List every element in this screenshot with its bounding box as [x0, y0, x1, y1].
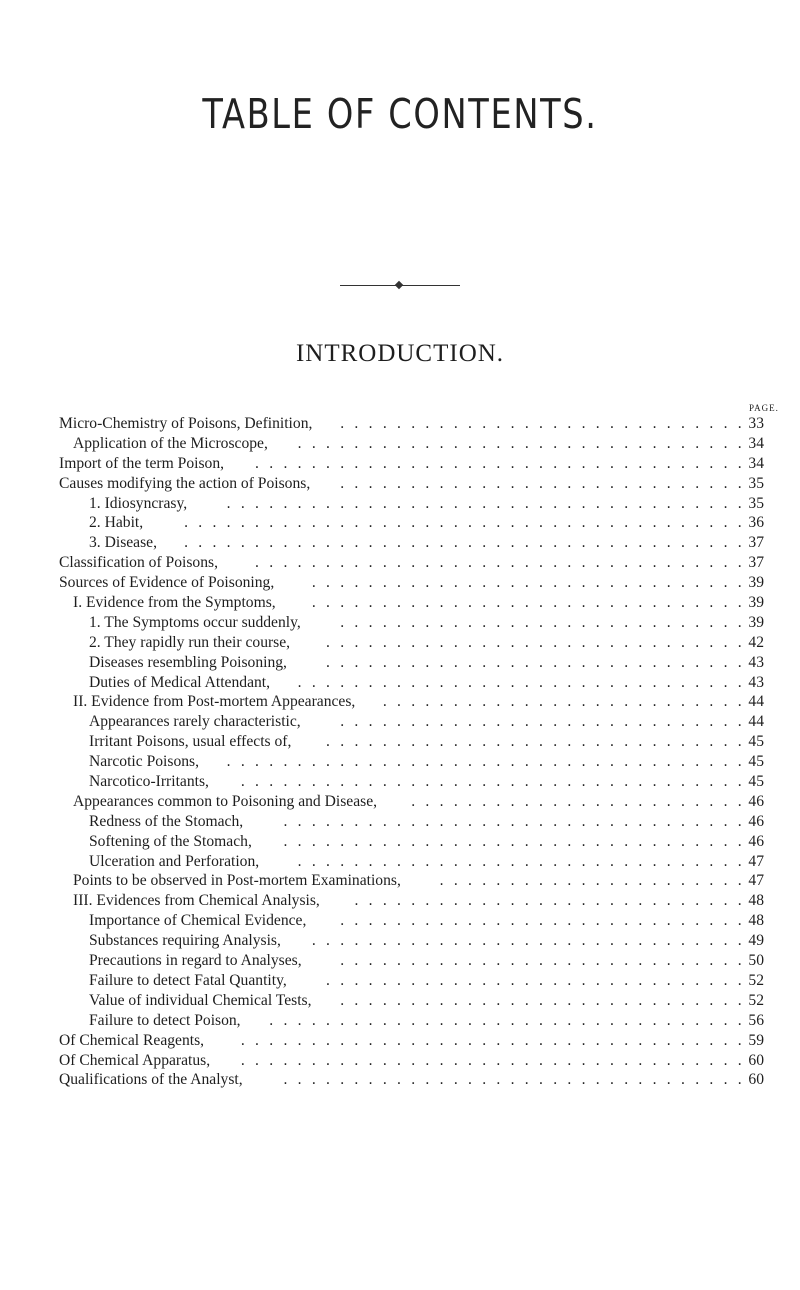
leader-dots: .................................... [240, 773, 752, 791]
leader-dots: ................................... [255, 454, 752, 472]
toc-entry [0, 812, 800, 832]
leader-dots: ............................. [340, 912, 752, 930]
toc-entry-title: 2. They rapidly run their course, [89, 633, 291, 651]
leader-dots: ...................... [439, 872, 752, 890]
toc-entry-title: 3. Disease, [89, 534, 157, 552]
toc-entry [0, 1070, 800, 1090]
toc-entry-title: Micro-Chemistry of Poisons, Definition, [59, 415, 313, 432]
toc-entry-page: 39 [748, 574, 764, 592]
toc-entry [0, 653, 800, 673]
toc-entry-page: 43 [748, 673, 764, 691]
toc-entry-page: 52 [748, 971, 764, 989]
toc-entry [0, 971, 800, 991]
toc-entry-page: 46 [748, 832, 764, 850]
toc-entry [0, 593, 800, 613]
toc-entry-page: 46 [748, 792, 764, 810]
toc-entry [0, 673, 800, 693]
toc-entry [0, 1011, 800, 1031]
toc-entry-title: 1. The Symptoms occur suddenly, [89, 613, 301, 631]
toc-entry-title: Irritant Poisons, usual effects of, [89, 733, 292, 751]
leader-dots: .............................. [326, 653, 752, 671]
toc-entry-page: 60 [748, 1071, 764, 1089]
leader-dots: ............................... [311, 594, 752, 612]
leader-dots: ................................ [297, 852, 752, 870]
leader-dots: ............................. [340, 415, 752, 432]
toc-entry [0, 1051, 800, 1071]
toc-entry-page: 48 [748, 912, 764, 930]
toc-entry [0, 414, 800, 434]
toc-entry-page: 45 [748, 773, 764, 791]
leader-dots: ........................................ [184, 534, 752, 552]
toc-entry-title: Failure to detect Fatal Quantity, [89, 971, 287, 989]
leader-dots: ........................................ [184, 514, 752, 532]
toc-entry [0, 692, 800, 712]
toc-entry [0, 951, 800, 971]
leader-dots: ................................ [297, 673, 752, 691]
toc-entry [0, 1031, 800, 1051]
toc-entry-page: 47 [748, 852, 764, 870]
leader-dots: .............................. [326, 633, 752, 651]
toc-entry-page: 49 [748, 932, 764, 950]
toc-entry-page: 35 [748, 474, 764, 492]
section-heading: INTRODUCTION. [295, 340, 505, 367]
toc-entry-page: 56 [748, 1011, 764, 1029]
toc-entry-title: Ulceration and Perforation, [89, 852, 260, 870]
leader-dots: ............................. [340, 713, 752, 731]
toc-entry-title: Precautions in regard to Analyses, [89, 952, 302, 970]
leader-dots: ............................... [311, 932, 752, 950]
toc-entry-title: Value of individual Chemical Tests, [89, 991, 312, 1009]
toc-entry-page: 60 [748, 1051, 764, 1069]
toc-entry-title: Of Chemical Apparatus, [59, 1051, 211, 1069]
page-title: TABLE OF CONTENTS. [202, 90, 598, 138]
toc-entry [0, 513, 800, 533]
toc-entry [0, 573, 800, 593]
toc-entry [0, 474, 800, 494]
toc-entry [0, 533, 800, 553]
toc-entry-page: 36 [748, 514, 764, 532]
toc-entry-title: Substances requiring Analysis, [89, 932, 281, 950]
toc-entry-page: 52 [748, 991, 764, 1009]
toc-entry-title: Redness of the Stomach, [89, 812, 244, 830]
toc-entry-title: Application of the Microscope, [73, 434, 268, 452]
toc-entry [0, 871, 800, 891]
toc-entry-page: 47 [748, 872, 764, 890]
toc-entry-title: Sources of Evidence of Poisoning, [59, 574, 275, 592]
toc-entry-page: 59 [748, 1031, 764, 1049]
leader-dots: ............................. [340, 991, 752, 1009]
toc-entry [0, 454, 800, 474]
toc-entry-page: 45 [748, 753, 764, 771]
toc-entry [0, 991, 800, 1011]
toc-entry [0, 732, 800, 752]
toc-entry-page: 34 [748, 454, 764, 472]
toc-entry-title: Duties of Medical Attendant, [89, 673, 271, 691]
toc-entry [0, 752, 800, 772]
leader-dots: .......................... [382, 693, 752, 711]
toc-list [0, 414, 800, 1090]
toc-entry-title: Import of the term Poison, [59, 454, 225, 472]
toc-entry-title: Diseases resembling Poisoning, [89, 653, 287, 671]
toc-entry [0, 633, 800, 653]
toc-entry-page: 42 [748, 633, 764, 651]
toc-entry [0, 792, 800, 812]
leader-dots: .................................... [240, 1051, 752, 1069]
leader-dots: .................................. [269, 1011, 752, 1029]
toc-entry-title: 2. Habit, [89, 514, 144, 532]
page-column-heading: PAGE. [749, 403, 779, 413]
toc-entry-title: Narcotico-Irritants, [89, 773, 209, 791]
toc-entry-title: I. Evidence from the Symptoms, [73, 594, 276, 612]
toc-entry-title: Points to be observed in Post-mortem Examinations, [73, 872, 401, 890]
toc-entry-page: 44 [748, 693, 764, 711]
leader-dots: ................................. [283, 832, 752, 850]
toc-entry-page: 39 [748, 613, 764, 631]
diamond-icon [395, 281, 403, 289]
toc-entry [0, 613, 800, 633]
toc-entry-title: Qualifications of the Analyst, [59, 1071, 243, 1089]
leader-dots: ............................. [340, 613, 752, 631]
leader-dots: .................................... [240, 1031, 752, 1049]
toc-entry-title: Importance of Chemical Evidence, [89, 912, 307, 930]
toc-entry-title: III. Evidences from Chemical Analysis, [73, 892, 320, 910]
toc-entry-page: 44 [748, 713, 764, 731]
toc-entry [0, 911, 800, 931]
ornamental-rule [340, 285, 460, 286]
leader-dots: ................................ [297, 434, 752, 452]
leader-dots: ........................ [411, 792, 752, 810]
toc-entry [0, 891, 800, 911]
leader-dots: ............................. [340, 474, 752, 492]
toc-entry-title: Narcotic Poisons, [89, 753, 200, 771]
toc-entry [0, 931, 800, 951]
leader-dots: ..................................... [226, 753, 752, 771]
leader-dots: ..................................... [226, 494, 752, 512]
toc-entry-title: Classification of Poisons, [59, 554, 218, 572]
toc-entry [0, 553, 800, 573]
toc-entry-page: 37 [748, 554, 764, 572]
toc-entry-title: II. Evidence from Post-mortem Appearances, [73, 693, 356, 711]
toc-entry-title: 1. Idiosyncrasy, [89, 494, 188, 512]
toc-entry [0, 434, 800, 454]
toc-entry-page: 46 [748, 812, 764, 830]
toc-entry-title: Softening of the Stomach, [89, 832, 252, 850]
leader-dots: ............................... [311, 574, 752, 592]
toc-entry-title: Appearances rarely characteristic, [89, 713, 301, 731]
toc-entry-page: 39 [748, 594, 764, 612]
toc-entry-page: 35 [748, 494, 764, 512]
leader-dots: ................................... [255, 554, 752, 572]
toc-entry-title: Causes modifying the action of Poisons, [59, 474, 311, 492]
toc-entry [0, 772, 800, 792]
leader-dots: ................................. [283, 1071, 752, 1089]
leader-dots: ............................. [340, 952, 752, 970]
leader-dots: ................................. [283, 812, 752, 830]
leader-dots: ............................ [354, 892, 752, 910]
toc-entry [0, 712, 800, 732]
toc-entry [0, 852, 800, 872]
toc-entry-page: 37 [748, 534, 764, 552]
toc-entry-page: 43 [748, 653, 764, 671]
leader-dots: .............................. [326, 733, 752, 751]
toc-entry [0, 494, 800, 514]
toc-entry [0, 832, 800, 852]
toc-entry-title: Failure to detect Poison, [89, 1011, 241, 1029]
toc-entry-page: 50 [748, 952, 764, 970]
leader-dots: .............................. [326, 971, 752, 989]
toc-entry-page: 34 [748, 434, 764, 452]
toc-entry-page: 33 [748, 415, 764, 432]
toc-entry-title: Of Chemical Reagents, [59, 1031, 205, 1049]
toc-entry-title: Appearances common to Poisoning and Disease, [73, 792, 378, 810]
toc-entry-page: 48 [748, 892, 764, 910]
toc-entry-page: 45 [748, 733, 764, 751]
